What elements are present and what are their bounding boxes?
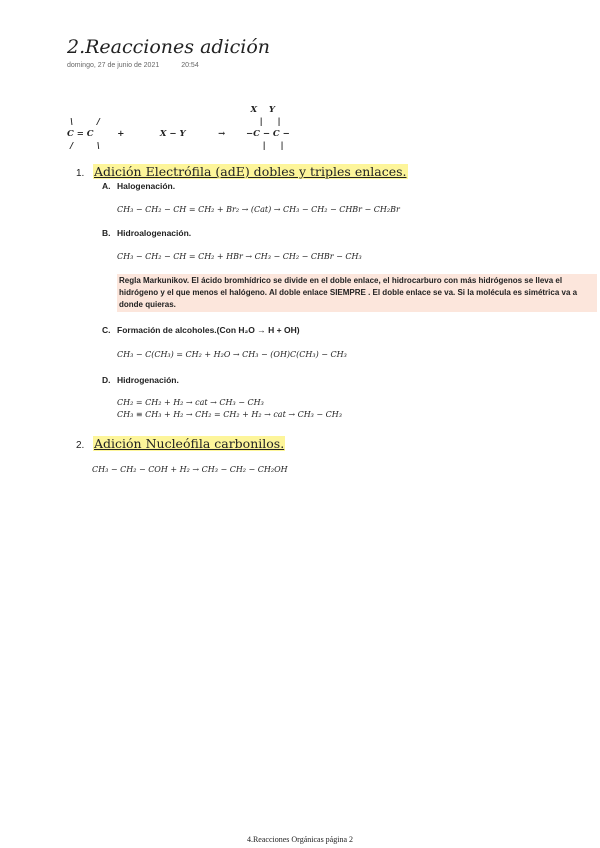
item-b-title: Hidroalogenación. <box>117 228 192 238</box>
item-c-extra: (Con H₂O → H + OH) <box>216 325 300 335</box>
time-text: 20:54 <box>181 62 199 69</box>
equation-halogenation: CH₃ − CH₂ − CH = CH₂ + Br₂ → (Cat) → CH₃ − CH₂ − CHBr − CH₂Br <box>117 205 400 214</box>
section-1-number: 1. <box>76 168 85 179</box>
scheme-line-1: X Y <box>67 105 275 115</box>
scheme-line-2: \ / | | <box>67 117 281 127</box>
equation-hydrohalogenation: CH₃ − CH₂ − CH = CH₂ + HBr → CH₃ − CH₂ − CHBr − CH₃ <box>117 252 362 261</box>
item-a-heading <box>102 181 175 191</box>
addition-scheme <box>67 104 290 152</box>
scheme-line-4: / \ | | <box>67 141 284 151</box>
item-a-letter: A. <box>102 181 111 191</box>
section-1-heading <box>76 164 408 179</box>
item-c-letter: C. <box>102 325 111 335</box>
section-2-title: Adición Nucleófila carbonilos. <box>94 436 285 451</box>
equation-hydrogenation-2: CH₃ ≡ CH₃ + H₂ → CH₂ = CH₂ + H₂ → cat → CH₃ − CH₃ <box>117 410 342 419</box>
markovnikov-note: Regla Markunikov. El ácido bromhídrico se divide en el doble enlace, el hidrocarburo con más hidrógenos se lleva el hidrógeno y el que menos el halógeno. Al doble enlace SIEMPRE . El doble enlace se va. Si la molécula es simétrica va a donde quieras. <box>117 274 597 312</box>
item-d-letter: D. <box>102 375 111 385</box>
equation-alcohol: CH₃ − C(CH₃) = CH₂ + H₂O → CH₃ − (OH)C(CH₃) − CH₃ <box>117 350 347 359</box>
section-1-title: Adición Electrófila (adE) dobles y triples enlaces. <box>94 164 407 179</box>
equation-hydrogenation-1: CH₂ = CH₂ + H₂ → cat → CH₃ − CH₃ <box>117 398 264 407</box>
item-a-title: Halogenación. <box>117 181 176 191</box>
section-2-number: 2. <box>76 440 85 451</box>
scheme-line-3: C = C + X − Y → −C − C − <box>67 129 290 139</box>
item-d-heading <box>102 375 179 385</box>
page-title: 2.Reacciones adición <box>67 36 271 58</box>
item-b-heading <box>102 228 191 238</box>
item-d-title: Hidrogenación. <box>117 375 179 385</box>
item-b-letter: B. <box>102 228 111 238</box>
date-text: domingo, 27 de junio de 2021 <box>67 62 160 69</box>
section-2-heading <box>76 436 285 451</box>
equation-nucleophilic: CH₃ − CH₂ − COH + H₂ → CH₃ − CH₂ − CH₂OH <box>92 465 288 474</box>
page-footer: 4.Reacciones Orgánicas página 2 <box>246 835 354 844</box>
item-c-title: Formación de alcoholes. <box>117 325 217 335</box>
page-date <box>67 62 199 69</box>
item-c-heading <box>102 325 300 335</box>
